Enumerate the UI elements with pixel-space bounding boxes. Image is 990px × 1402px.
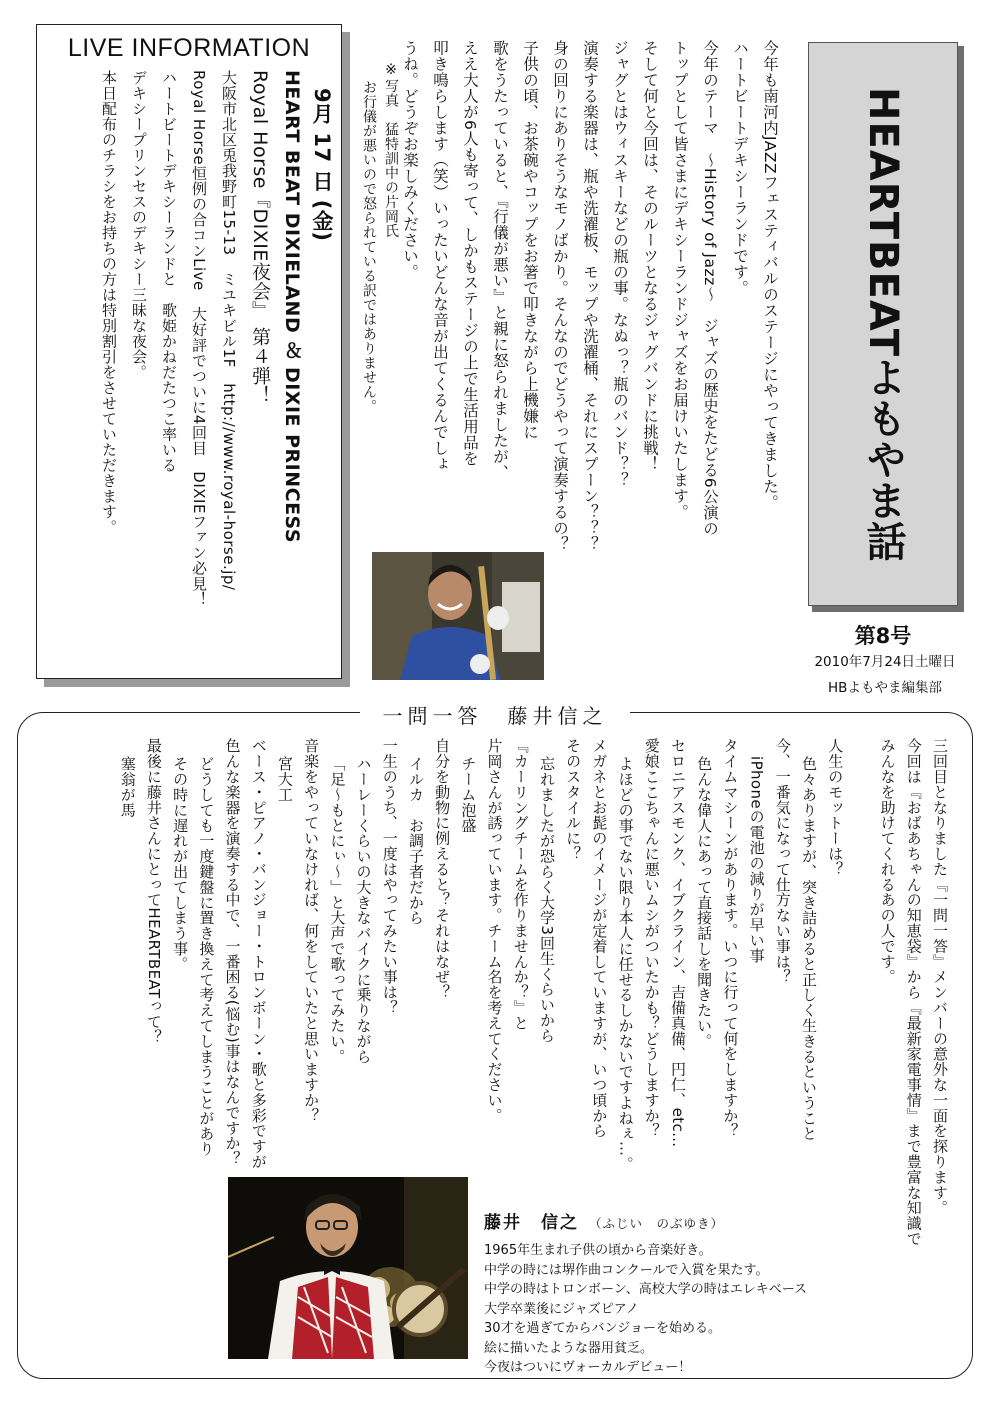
live-venue: Royal Horse『DIXIE夜会』 第４弾！: [249, 70, 271, 405]
qa-line: みんなを助けてくれるあの人です。: [878, 738, 897, 985]
profile-line: 絵に描いたような器用貧乏。: [484, 1340, 654, 1356]
qa-answer: チーム泡盛: [459, 756, 478, 833]
qa-question: 『カーリングチームを作りませんか？』と: [511, 738, 530, 1031]
article-line: 身の回りにありそうなモノばかり。そんなのでどうやって演奏するの？: [551, 40, 569, 552]
qa-question: 自分を動物に例えると？それはなぜ？: [433, 738, 452, 1000]
live-info-title: LIVE INFORMATION: [67, 34, 311, 62]
qa-spacer: [848, 738, 874, 1178]
live-line: 本日配布のチラシをお持ちの方は特別割引をさせていただきます。: [100, 70, 118, 535]
profile-block: [484, 1208, 884, 1378]
issue-date: 2010年7月24日土曜日: [814, 654, 956, 670]
qa-question: 人生のモットーは？: [826, 738, 845, 877]
qa-answer: イルカ お調子者だから: [406, 756, 425, 926]
qa-answer: 塞翁が馬: [118, 756, 137, 818]
qa-answer: iPhoneの電池の減りが早い事: [747, 756, 766, 964]
article-line: 歌をうたっていると、『行儀が悪い』と親に怒られましたが、: [491, 40, 509, 481]
profile-reading: （ふじい のぶゆき）: [589, 1216, 725, 1231]
issue-number: 第8号: [854, 624, 912, 648]
qa-question: 愛娘ここちゃんに悪いムシがついたかも？どうしますか？: [642, 738, 661, 1139]
qa-line: 三回目となりました『一問一答』メンバーの意外な一面を探ります。: [931, 738, 949, 1216]
article-line: ジャグとはウィスキーなどの瓶の事。なぬっ？瓶のバンド？？: [611, 40, 629, 488]
live-line: 大阪市北区兎我野町15-13 ミユキビル1F http://www.royal-horse.jp/: [220, 70, 238, 591]
fujii-photo: [228, 1177, 468, 1359]
qa-answer: 忘れましたが恐らく大学3回生くらいから: [537, 756, 556, 1044]
issue-editor: HBよもやま編集部: [828, 680, 942, 696]
photo-caption: [340, 62, 402, 532]
article-line: 今年のテーマ ～History of Jazz～ ジャズの歴史をたどる6公演の: [701, 40, 719, 537]
profile-line: 中学の時には堺作曲コンクールで入賞を果たす。: [484, 1262, 769, 1278]
qa-question: 音楽をやっていなければ、何をしていたと思いますか？: [302, 738, 321, 1123]
qa-title: 一問一答 藤井信之: [382, 704, 608, 728]
profile-name-line: [484, 1208, 884, 1233]
qa-answer: 「足～もとにぃ～」と大声で歌ってみたい。: [328, 756, 347, 1064]
qa-question: タイムマシーンがあります。いつに行って何をしますか？: [721, 738, 740, 1139]
article-line: 演奏する楽器は、瓶や洗濯板、モップや洗濯桶、それにスプーン？？？: [581, 40, 599, 552]
profile-line: 1965年生まれ子供の頃から音楽好き。: [484, 1243, 712, 1258]
live-line: Royal Horse恒例の合コンLive 大好評でついに4回目 DIXIEファン必見！: [190, 70, 208, 607]
live-band: HEART BEAT DIXIELAND ＆ DIXIE PRINCESS: [281, 70, 303, 544]
profile-name: 藤井 信之: [484, 1213, 579, 1233]
article-line: トップとして皆さまにデキシーランドジャズをお届けいたします。: [671, 40, 689, 520]
live-info-body: [46, 70, 336, 670]
practice-photo-illustration: [372, 552, 544, 680]
live-date: 9月 17 日 (金): [310, 88, 334, 242]
qa-answer: セロニアスモンク、イブクライン、吉備真備、円仁、etc…: [668, 738, 687, 1148]
fujii-photo-illustration: [228, 1177, 468, 1359]
caption-line: ※写真 猛特訓中の片岡氏: [383, 62, 399, 238]
qa-question: 一生のうち、一度はやってみたい事は？: [380, 738, 399, 1016]
article-line: うね。どうぞお楽しみください。: [401, 40, 419, 280]
qa-answer: どうしても一度鍵盤に置き換えて考えてしまうことがあり: [197, 756, 216, 1157]
qa-answer: 色んな偉人にあって直接話しを聞きたい。: [695, 756, 714, 1049]
qa-question: ベース・ピアノ・バンジョー・トロンボーン・歌と多彩ですが: [249, 738, 268, 1170]
article-line: 今年も南河内JAZZフェスティバルのステージにやってきました。: [761, 40, 779, 511]
qa-question: 片岡さんが誘っています。チーム名を考えてください。: [485, 738, 504, 1123]
qa-answer: 色々ありますが、突き詰めると正しく生きるということ: [799, 756, 818, 1141]
qa-answer: ハーレーくらいの大きなバイクに乗りながら: [354, 756, 373, 1064]
article-line: そして何と今回は、そのルーツとなるジャグバンドに挑戦！: [641, 40, 659, 472]
qa-question: そのスタイルに？: [564, 738, 583, 862]
intro-article: [400, 40, 785, 552]
article-line: 叩き鳴らします（笑）いったいどんな音が出てくるんでしょ: [431, 40, 449, 472]
live-line: デキシープリンセスのデキシー三昧な夜会。: [130, 70, 148, 380]
qa-answer: よほどの事でない限り本人に任せるしかないですよねぇ…。: [616, 756, 635, 1172]
profile-line: 今夜はついにヴォーカルデビュー！: [484, 1360, 692, 1375]
profile-line: 中学の時はトロンボーン、高校大学の時はエレキベース: [484, 1282, 808, 1297]
profile-line: 大学卒業後にジャズピアノ: [484, 1301, 639, 1317]
qa-question: 最後に藤井さんにとってHEARTBEATって？: [144, 738, 163, 1045]
article-line: ハートビートデキシーランドです。: [731, 40, 749, 296]
qa-line: 今回は『おばあちゃんの知恵袋』から『最新家電事情』まで豊富な知識で: [904, 738, 923, 1247]
profile-line: 30才を過ぎてからバンジョーを始める。: [484, 1321, 721, 1336]
article-line: ええ大人が6人も寄って、しかもステージの上で生活用品を: [461, 40, 479, 467]
masthead-title: HEARTBEATよもやま話: [860, 86, 906, 562]
qa-question: 色んな楽器を演奏する中で、一番困る(悩む)事はなんですか？: [223, 738, 242, 1167]
caption-line: お行儀が悪いので怒られている訳ではありません。: [361, 80, 377, 414]
practice-photo: [372, 552, 544, 680]
qa-question: メガネとお髭のイメージが定着していますが、いつ頃から: [590, 738, 609, 1139]
article-line: 子供の頃、お茶碗やコップをお箸で叩きながら上機嫌に: [521, 40, 539, 440]
live-line: ハートビートデキシーランドと 歌姫かねだたつこ率いる: [160, 70, 178, 473]
qa-answer: その時に遅れが出てしまう事。: [171, 756, 190, 972]
qa-answer: 宮大工: [275, 756, 294, 803]
qa-question: 今、一番気になって仕方ない事は？: [773, 738, 792, 985]
